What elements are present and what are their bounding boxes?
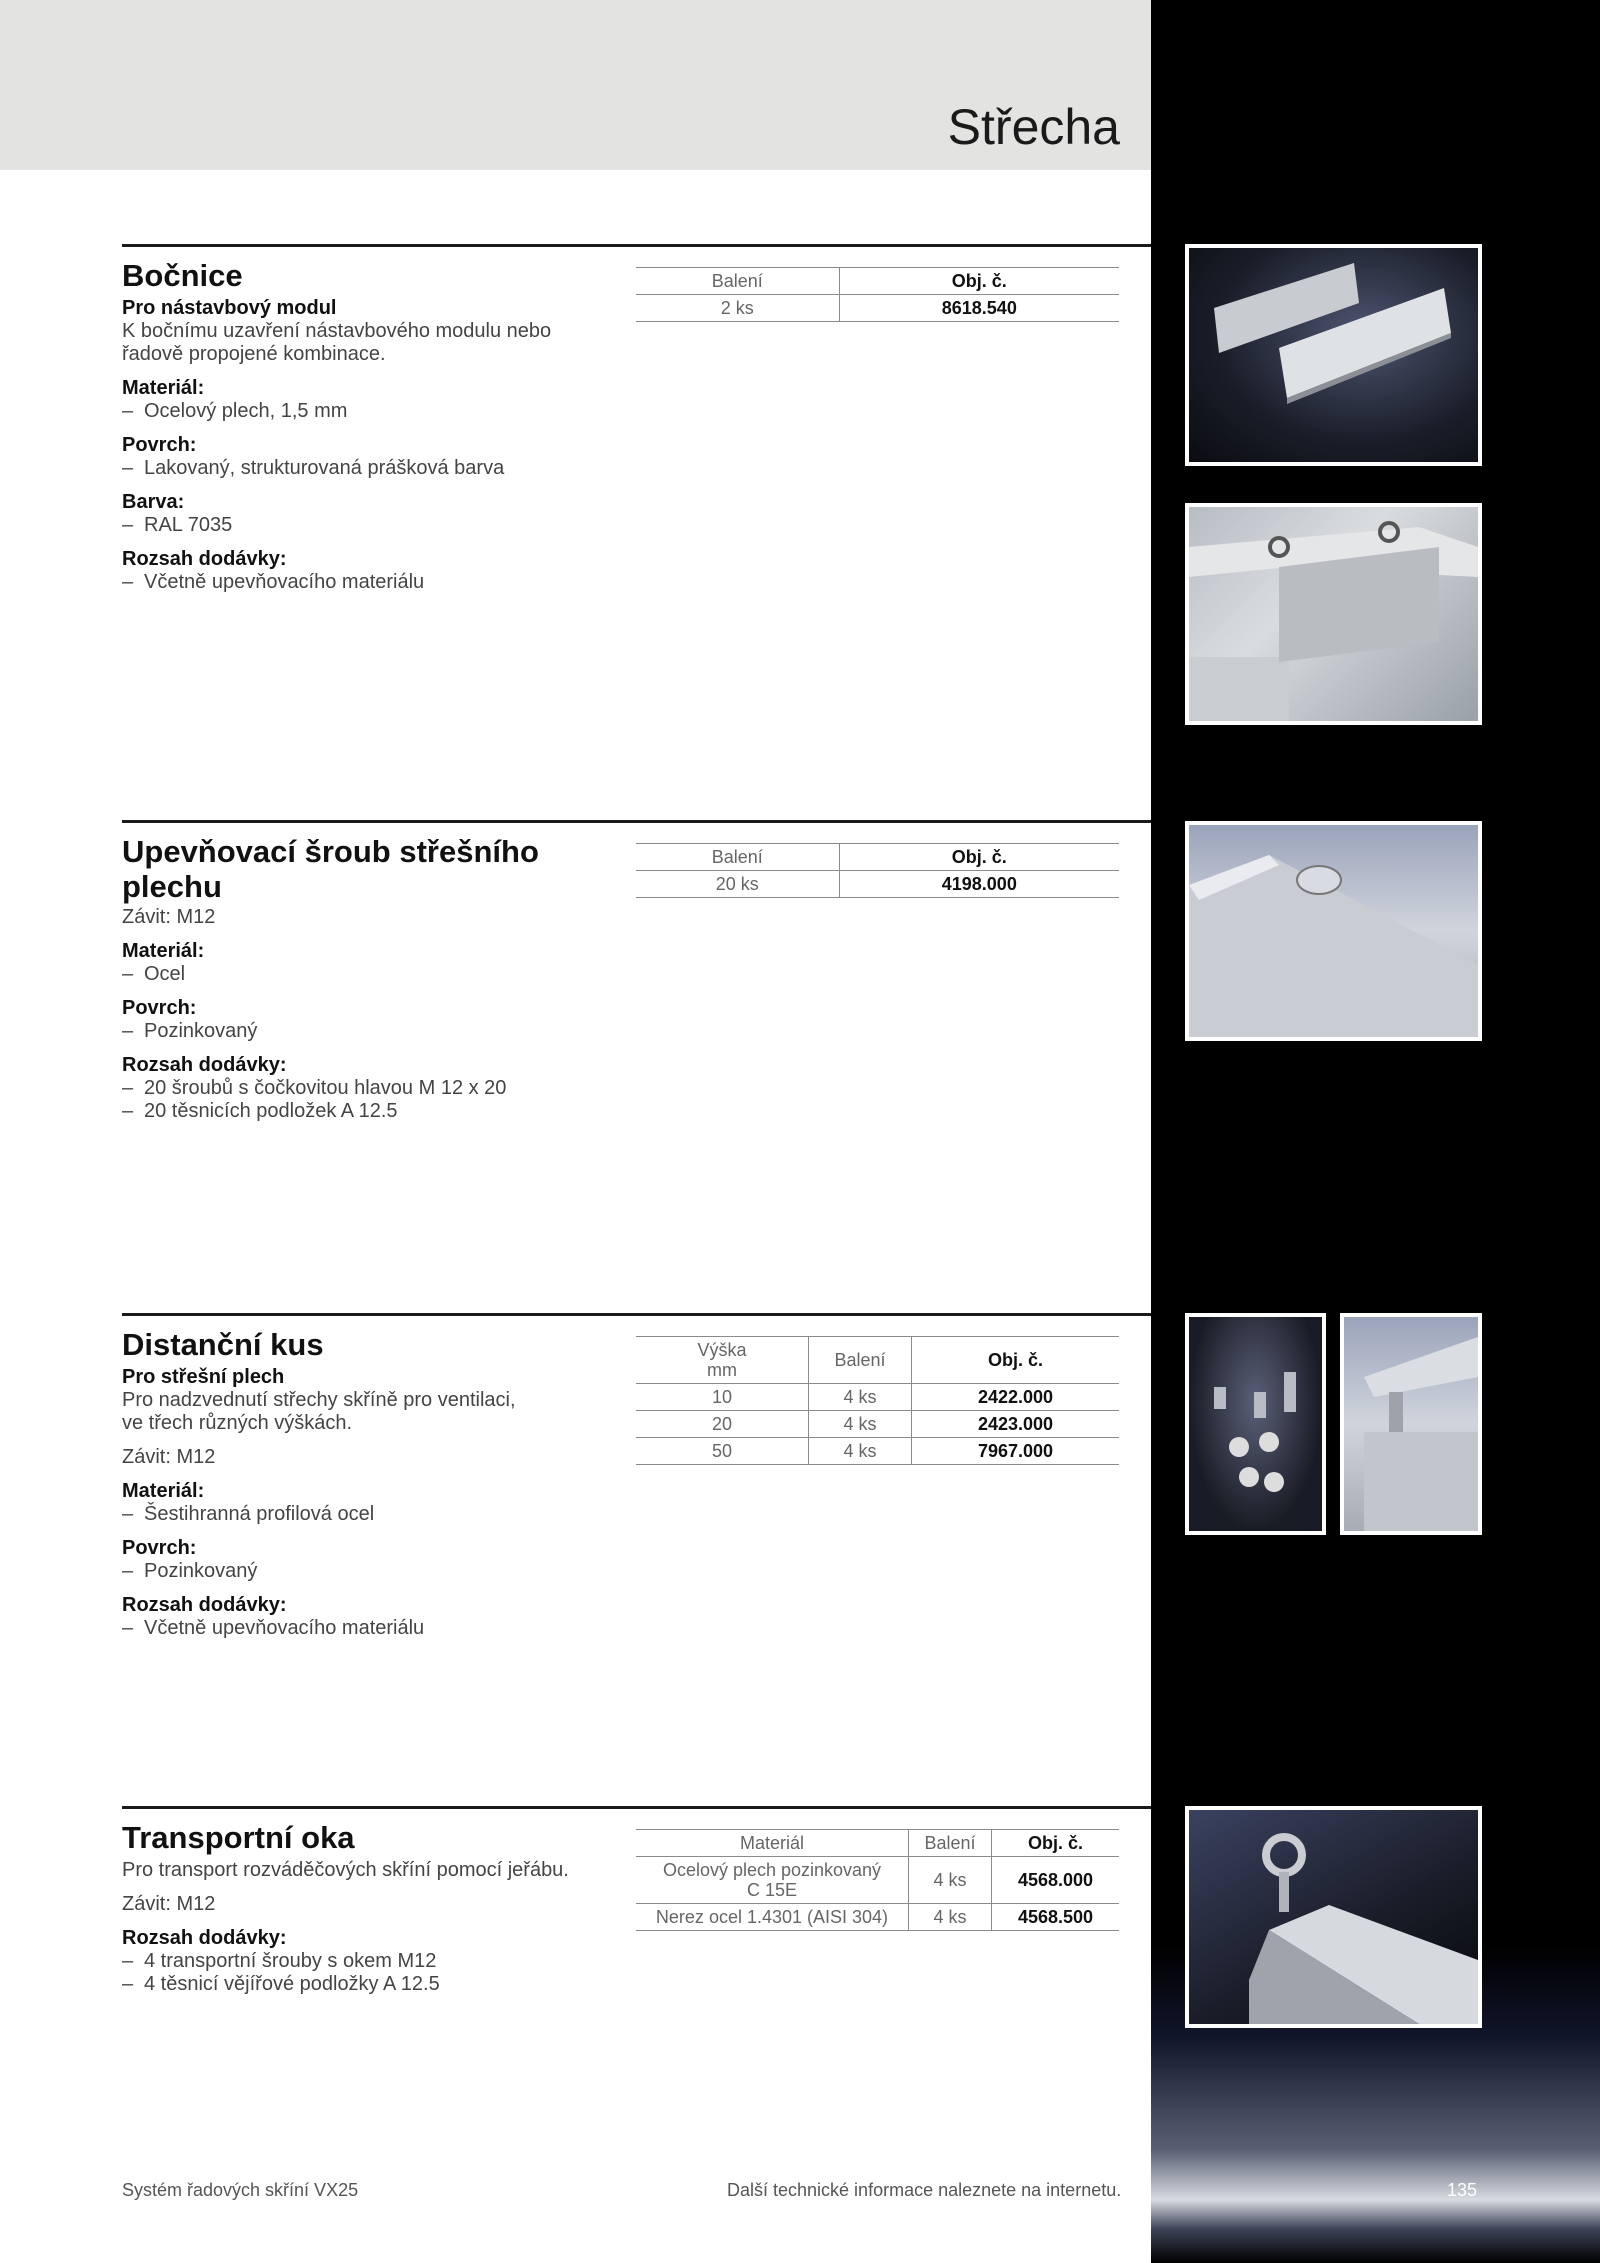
table-row: 10 4 ks 2422.000 — [636, 1384, 1119, 1411]
product-photo-spacer-mounted — [1340, 1313, 1482, 1535]
description-line: řadově propojené kombinace. — [122, 343, 386, 365]
section-rule — [122, 244, 1151, 247]
section-rule — [122, 1313, 1151, 1316]
property-item: – RAL 7035 — [122, 514, 233, 536]
section-title: Upevňovací šroub střešního plechu — [122, 834, 539, 904]
footer-web-info: Další technické informace naleznete na internetu. — [727, 2180, 1122, 2200]
property-item: – Šestihranná profilová ocel — [122, 1503, 375, 1525]
property-item: – Pozinkovaný — [122, 1560, 258, 1582]
section-title: Bočnice — [122, 258, 243, 293]
table-header: Obj. č. — [912, 1337, 1120, 1384]
description-line: Pro nadzvednutí střechy skříně pro ventilaci, — [122, 1389, 516, 1411]
table-row: Ocelový plech pozinkovaný C 15E 4 ks 4568.000 — [636, 1857, 1119, 1904]
table-header: Balení — [909, 1830, 992, 1857]
property-item: – 4 těsnicí vějířové podložky A 12.5 — [122, 1973, 440, 1995]
table-header: Obj. č. — [839, 268, 1119, 295]
description-line: ve třech různých výškách. — [122, 1412, 353, 1434]
table-header: Obj. č. — [992, 1830, 1120, 1857]
product-photo-side-panels — [1185, 244, 1482, 466]
property-label: Povrch: — [122, 1537, 197, 1559]
table-row: 50 4 ks 7967.000 — [636, 1438, 1119, 1465]
section-subtitle: Pro nástavbový modul — [122, 297, 337, 319]
property-label: Materiál: — [122, 377, 205, 399]
thread-spec: Závit: M12 — [122, 1446, 216, 1468]
section-title: Distanční kus — [122, 1327, 324, 1362]
table-header: Obj. č. — [839, 844, 1119, 871]
page-title: Střecha — [947, 99, 1120, 155]
property-item: – Lakovaný, strukturovaná prášková barva — [122, 457, 505, 479]
section-text — [122, 258, 622, 594]
order-table — [636, 1336, 1119, 1465]
product-photo-roof-screw — [1185, 821, 1482, 1041]
page-number: 135 — [1447, 2180, 1478, 2200]
thread-spec: Závit: M12 — [122, 1893, 216, 1915]
table-header: Výška mm — [636, 1337, 809, 1384]
table-header: Materiál — [636, 1830, 909, 1857]
section-rule — [122, 820, 1151, 823]
table-row: 20 4 ks 2423.000 — [636, 1411, 1119, 1438]
property-item: – Pozinkovaný — [122, 1020, 258, 1042]
order-table — [636, 843, 1119, 898]
property-label: Barva: — [122, 491, 185, 513]
property-item: – Ocel — [122, 963, 186, 985]
footer-product-line: Systém řadových skříní VX25 — [122, 2180, 359, 2200]
table-row: 2 ks 8618.540 — [636, 295, 1119, 322]
property-label: Rozsah dodávky: — [122, 548, 287, 570]
property-label: Povrch: — [122, 997, 197, 1019]
section-rule — [122, 1806, 1151, 1809]
order-table — [636, 267, 1119, 322]
product-photo-spacers — [1185, 1313, 1326, 1535]
table-header: Balení — [636, 268, 839, 295]
description-line: K bočnímu uzavření nástavbového modulu nebo — [122, 320, 552, 342]
property-item: – 20 šroubů s čočkovitou hlavou M 12 x 20 — [122, 1077, 507, 1099]
property-label: Rozsah dodávky: — [122, 1927, 287, 1949]
section-text — [122, 1327, 622, 1640]
section-text — [122, 1820, 622, 1996]
property-label: Materiál: — [122, 1480, 205, 1502]
description-line: Pro transport rozváděčových skříní pomocí jeřábu. — [122, 1859, 569, 1881]
property-label: Povrch: — [122, 434, 197, 456]
property-item: – Včetně upevňovacího materiálu — [122, 1617, 425, 1639]
table-header: Balení — [809, 1337, 912, 1384]
property-item: – 4 transportní šrouby s okem M12 — [122, 1950, 437, 1972]
section-text — [122, 834, 622, 1123]
product-photo-eyebolt — [1185, 1806, 1482, 2028]
section-title: Transportní oka — [122, 1820, 355, 1855]
order-table — [636, 1829, 1119, 1931]
property-label: Rozsah dodávky: — [122, 1054, 287, 1076]
table-row: 20 ks 4198.000 — [636, 871, 1119, 898]
property-item: – Včetně upevňovacího materiálu — [122, 571, 425, 593]
section-subtitle: Pro střešní plech — [122, 1366, 285, 1388]
thread-spec: Závit: M12 — [122, 906, 216, 928]
table-header: Balení — [636, 844, 839, 871]
product-photo-side-panel-mounted — [1185, 503, 1482, 725]
property-label: Rozsah dodávky: — [122, 1594, 287, 1616]
property-item: – 20 těsnicích podložek A 12.5 — [122, 1100, 398, 1122]
table-row: Nerez ocel 1.4301 (AISI 304) 4 ks 4568.500 — [636, 1904, 1119, 1931]
property-item: – Ocelový plech, 1,5 mm — [122, 400, 348, 422]
property-label: Materiál: — [122, 940, 205, 962]
